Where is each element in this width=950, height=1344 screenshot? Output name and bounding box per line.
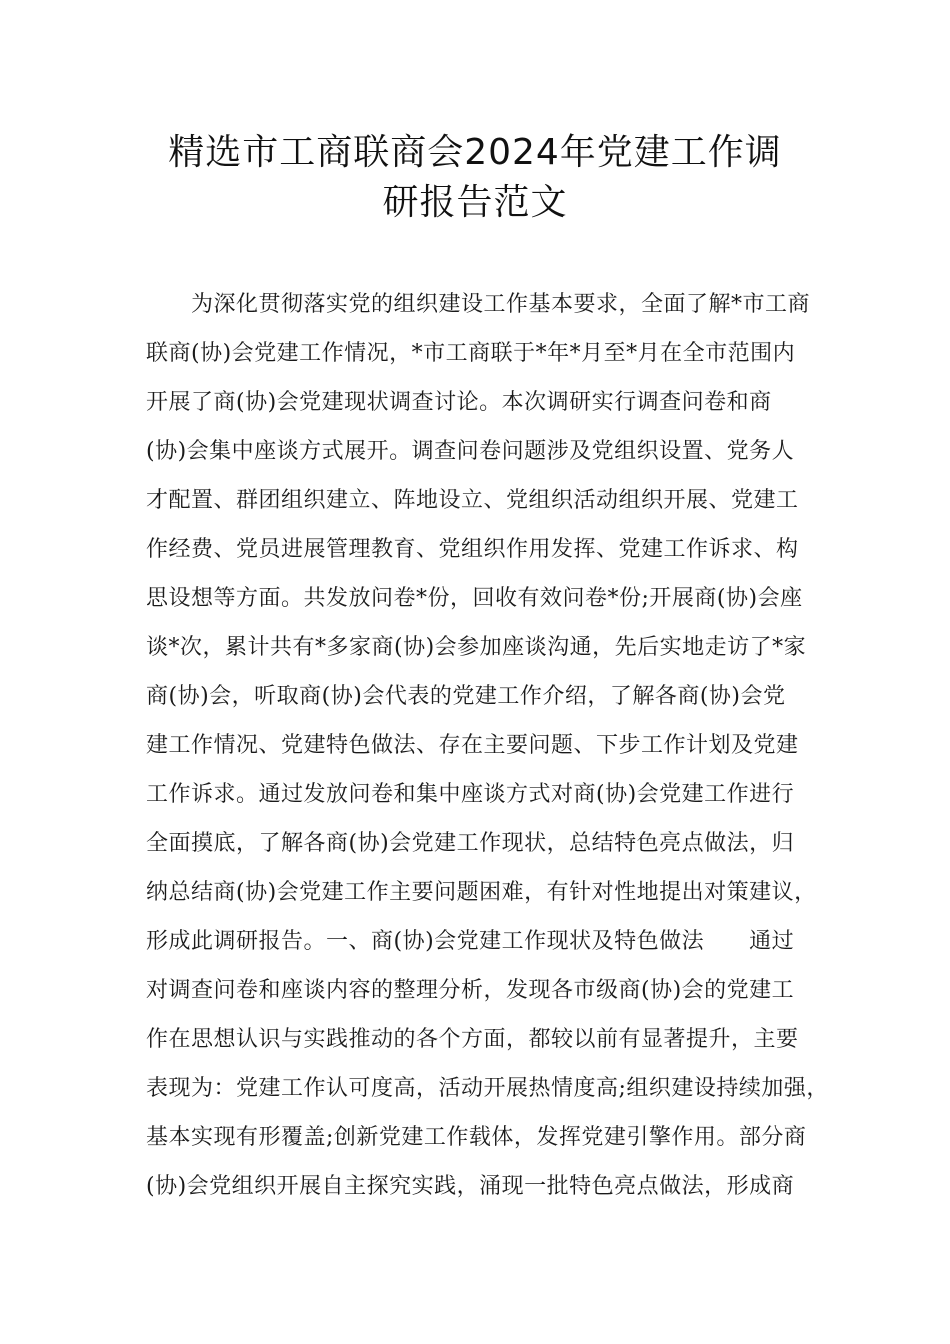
- body-line: (协)会集中座谈方式展开。调查问卷问题涉及党组织设置、党务人: [146, 439, 795, 464]
- body-line: 表现为：党建工作认可度高，活动开展热情度高;组织建设持续加强，: [146, 1076, 829, 1101]
- body-line: 形成此调研报告。一、商(协)会党建工作现状及特色做法 通过: [146, 929, 795, 954]
- body-line: 建工作情况、党建特色做法、存在主要问题、下步工作计划及党建: [146, 733, 799, 758]
- body-line: 才配置、群团组织建立、阵地设立、党组织活动组织开展、党建工: [146, 488, 799, 513]
- body-line: 对调查问卷和座谈内容的整理分析，发现各市级商(协)会的党建工: [146, 978, 795, 1003]
- body-line: 全面摸底，了解各商(协)会党建工作现状，总结特色亮点做法，归: [146, 831, 795, 856]
- body-line: 纳总结商(协)会党建工作主要问题困难，有针对性地提出对策建议，: [146, 880, 817, 905]
- body-line: 联商(协)会党建工作情况，*市工商联于*年*月至*月在全市范围内: [146, 341, 796, 366]
- document-body: [146, 280, 829, 1211]
- body-line: 工作诉求。通过发放问卷和集中座谈方式对商(协)会党建工作进行: [146, 782, 795, 807]
- title-line-2: 研报告范文: [382, 182, 568, 223]
- body-line: 思设想等方面。共发放问卷*份，回收有效问卷*份;开展商(协)会座: [146, 586, 803, 611]
- body-line: 谈*次，累计共有*多家商(协)会参加座谈沟通，先后实地走访了*家: [146, 635, 807, 660]
- body-line: (协)会党组织开展自主探究实践，涌现一批特色亮点做法，形成商: [146, 1174, 795, 1199]
- body-line: 开展了商(协)会党建现状调查讨论。本次调研实行调查问卷和商: [146, 390, 772, 415]
- body-line: 为深化贯彻落实党的组织建设工作基本要求，全面了解*市工商: [146, 292, 811, 317]
- document-title: [0, 128, 950, 228]
- title-line-1: 精选市工商联商会2024年党建工作调: [168, 132, 782, 173]
- body-line: 基本实现有形覆盖;创新党建工作载体，发挥党建引擎作用。部分商: [146, 1125, 807, 1150]
- body-line: 商(协)会，听取商(协)会代表的党建工作介绍，了解各商(协)会党: [146, 684, 786, 709]
- body-line: 作在思想认识与实践推动的各个方面，都较以前有显著提升，主要: [146, 1027, 799, 1052]
- body-line: 作经费、党员进展管理教育、党组织作用发挥、党建工作诉求、构: [146, 537, 799, 562]
